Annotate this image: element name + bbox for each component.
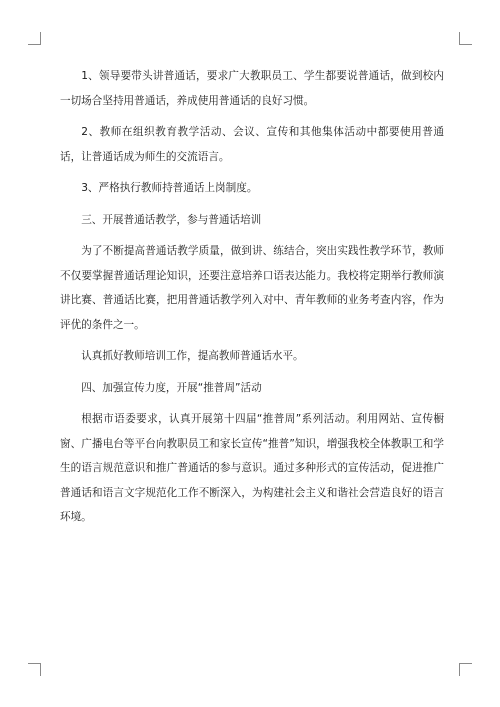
paragraph-4: 为了不断提高普通话教学质量，做到讲、练结合，突出实践性教学环节，教师不仅要掌握普通话理论知识，还要注意培养口语表达能力。我校将定期举行教师演讲比赛、普通话比赛，把用普通话教学列入对中、青年教师的业务考查内容，作为评优的条件之一。 — [60, 245, 444, 331]
section-heading-3: 三、开展普通话教学，参与普通话培训 — [81, 213, 262, 226]
paragraph-1: 1、领导要带头讲普通话，要求广大教职员工、学生都要说普通话，做到校内一切场合坚持用普通话，养成使用普通话的良好习惯。 — [60, 70, 444, 107]
crop-mark-top-right — [459, 32, 472, 45]
paragraph-5: 认真抓好教师培训工作，提高教师普通话水平。 — [81, 350, 304, 362]
crop-mark-bottom-left — [28, 663, 41, 676]
document-body — [60, 64, 444, 537]
paragraph-6: 根据市语委要求，认真开展第十四届“推普周”系列活动。利用网站、宣传橱窗、广播电台等平台向教职员工和家长宣传“推普”知识，增强我校全体教职工和学生的语言规范意识和推广普通话的参与意识。通过多种形式的宣传活动，促进推广普通话和语言文字规范化工作不断深入，为构建社会主义和谐社会营造良好的语言环境。 — [60, 413, 444, 523]
paragraph-2: 2、教师在组织教育教学活动、会议、宣传和其他集体活动中都要使用普通话，让普通话成为师生的交流语言。 — [60, 126, 444, 163]
crop-mark-top-left — [28, 32, 41, 45]
paragraph-3: 3、严格执行教师持普通话上岗制度。 — [81, 182, 258, 194]
crop-mark-bottom-right — [459, 663, 472, 676]
section-heading-4: 四、加强宣传力度，开展“推普周”活动 — [81, 381, 262, 394]
